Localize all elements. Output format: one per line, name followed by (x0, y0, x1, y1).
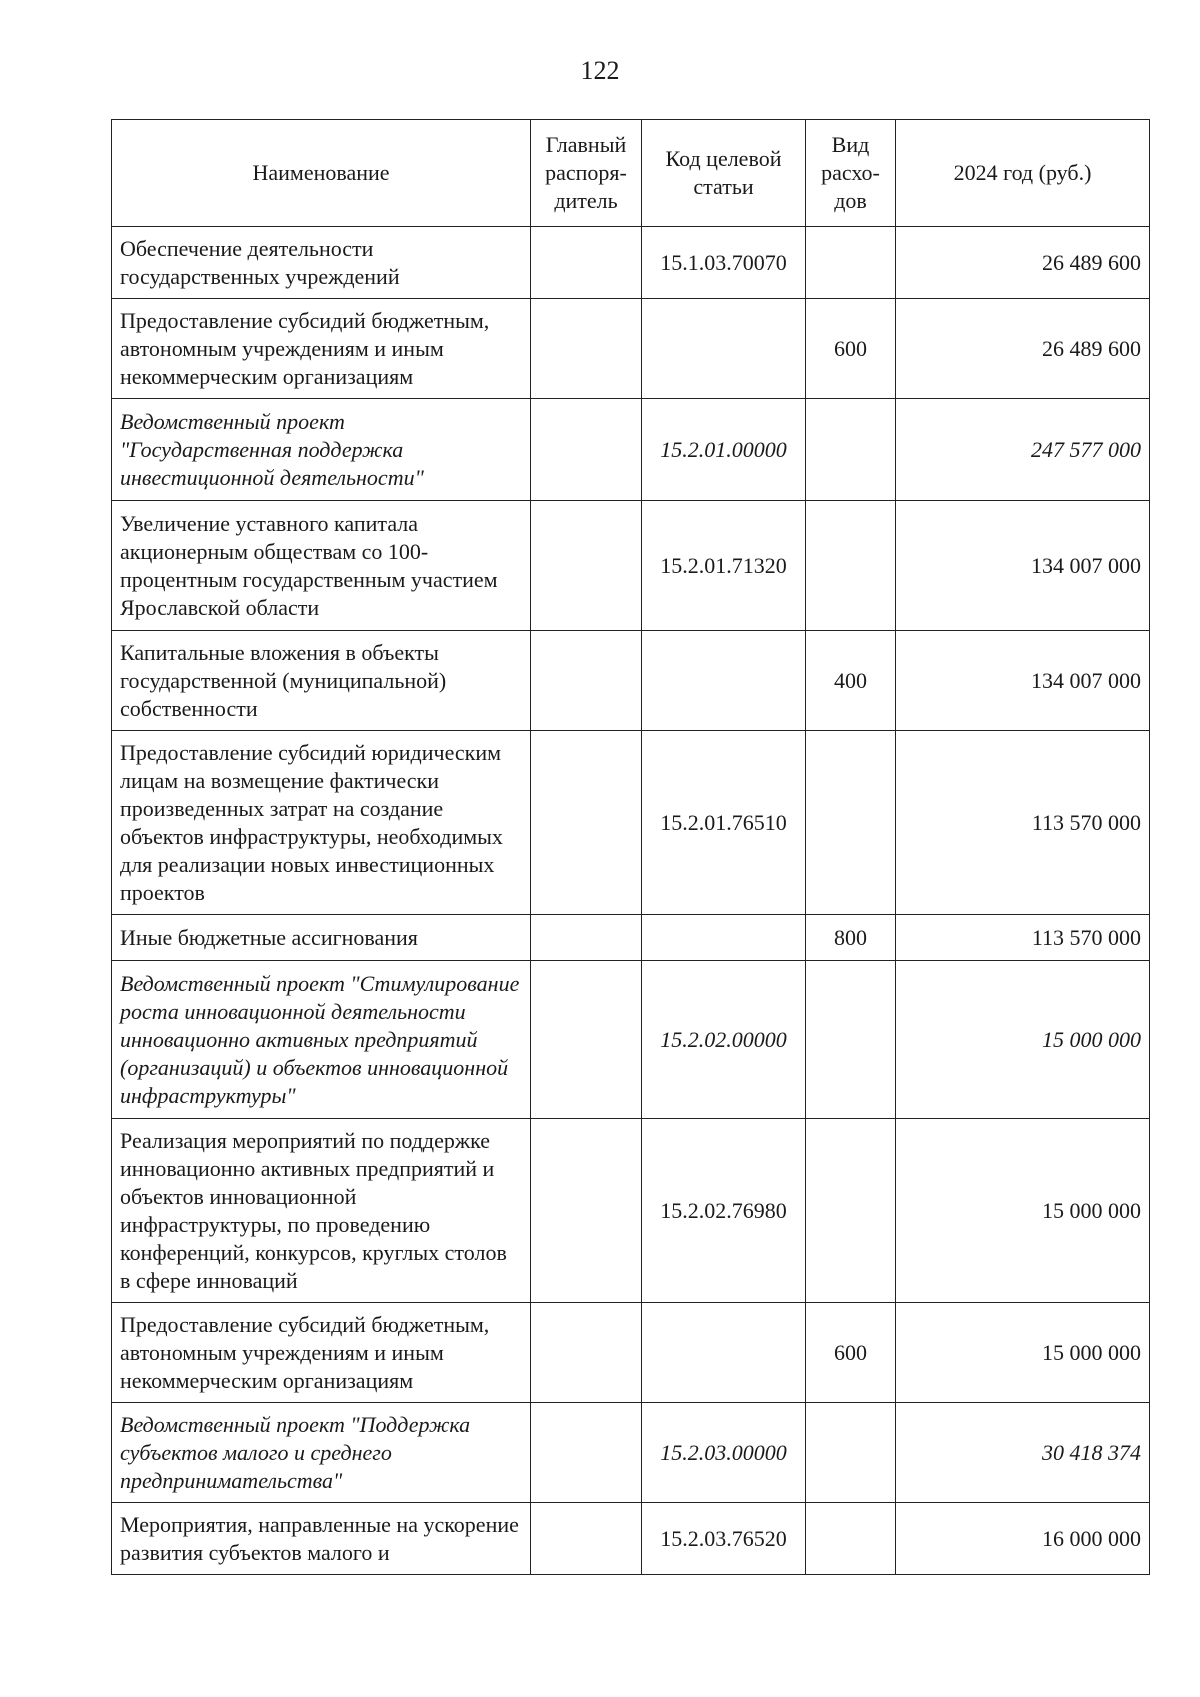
row-kind (806, 399, 896, 501)
row-admin (531, 1403, 642, 1503)
row-kind (806, 227, 896, 299)
row-kind (806, 1503, 896, 1575)
row-name: Предоставление субсидий бюджетным, автономным учреждениям и иным некоммерческим организациям (112, 299, 531, 399)
row-admin (531, 399, 642, 501)
table-row (112, 731, 1150, 915)
row-code (642, 631, 806, 731)
header-name: Наименование (112, 120, 531, 227)
row-amount: 15 000 000 (896, 1119, 1150, 1303)
row-code (642, 299, 806, 399)
row-code: 15.2.01.76510 (642, 731, 806, 915)
row-admin (531, 1119, 642, 1303)
row-name: Увеличение уставного капитала акционерным обществам со 100-процентным государственным участием Ярославской области (112, 501, 531, 631)
row-admin (531, 1503, 642, 1575)
row-amount: 113 570 000 (896, 731, 1150, 915)
row-name: Обеспечение деятельности государственных учреждений (112, 227, 531, 299)
row-name: Капитальные вложения в объекты государственной (муниципальной) собственности (112, 631, 531, 731)
table-row (112, 227, 1150, 299)
row-admin (531, 631, 642, 731)
row-amount: 134 007 000 (896, 631, 1150, 731)
table-header-row (112, 120, 1150, 227)
row-admin (531, 501, 642, 631)
row-admin (531, 731, 642, 915)
header-kind: Вид расхо-дов (806, 120, 896, 227)
row-kind: 800 (806, 915, 896, 961)
row-name: Предоставление субсидий юридическим лицам на возмещение фактически произведенных затрат на создание объектов инфраструктуры, необходимых для реализации новых инвестиционных проектов (112, 731, 531, 915)
table-row-project (112, 961, 1150, 1119)
row-amount: 113 570 000 (896, 915, 1150, 961)
row-name: Ведомственный проект "Поддержка субъектов малого и среднего предпринимательства" (112, 1403, 531, 1503)
row-amount: 26 489 600 (896, 227, 1150, 299)
row-kind (806, 961, 896, 1119)
row-name: Мероприятия, направленные на ускорение развития субъектов малого и (112, 1503, 531, 1575)
row-kind: 600 (806, 1303, 896, 1403)
row-admin (531, 299, 642, 399)
row-code (642, 1303, 806, 1403)
row-code: 15.1.03.70070 (642, 227, 806, 299)
row-name: Иные бюджетные ассигнования (112, 915, 531, 961)
row-admin (531, 1303, 642, 1403)
table-row-project (112, 1403, 1150, 1503)
row-amount: 247 577 000 (896, 399, 1150, 501)
table-row (112, 501, 1150, 631)
row-amount: 15 000 000 (896, 961, 1150, 1119)
row-name: Реализация мероприятий по поддержке инновационно активных предприятий и объектов инновационной инфраструктуры, по проведению конференций, конкурсов, круглых столов в сфере инноваций (112, 1119, 531, 1303)
row-amount: 15 000 000 (896, 1303, 1150, 1403)
header-code: Код целевой статьи (642, 120, 806, 227)
table-row (112, 1303, 1150, 1403)
row-name: Ведомственный проект "Стимулирование роста инновационной деятельности инновационно активных предприятий (организаций) и объектов инновационной инфраструктуры" (112, 961, 531, 1119)
table-row (112, 915, 1150, 961)
row-code: 15.2.02.76980 (642, 1119, 806, 1303)
row-amount: 26 489 600 (896, 299, 1150, 399)
row-amount: 134 007 000 (896, 501, 1150, 631)
table-row (112, 299, 1150, 399)
budget-table (111, 119, 1150, 1575)
row-code: 15.2.03.00000 (642, 1403, 806, 1503)
page-number: 122 (580, 56, 620, 85)
row-code: 15.2.02.00000 (642, 961, 806, 1119)
row-code: 15.2.01.71320 (642, 501, 806, 631)
row-code (642, 915, 806, 961)
row-kind (806, 731, 896, 915)
row-admin (531, 961, 642, 1119)
row-kind (806, 501, 896, 631)
row-admin (531, 227, 642, 299)
row-amount: 16 000 000 (896, 1503, 1150, 1575)
table-row-project (112, 399, 1150, 501)
row-kind (806, 1403, 896, 1503)
row-name: Предоставление субсидий бюджетным, автономным учреждениям и иным некоммерческим организациям (112, 1303, 531, 1403)
row-admin (531, 915, 642, 961)
row-name: Ведомственный проект "Государственная поддержка инвестиционной деятельности" (112, 399, 531, 501)
row-kind (806, 1119, 896, 1303)
row-code: 15.2.03.76520 (642, 1503, 806, 1575)
row-kind: 600 (806, 299, 896, 399)
row-amount: 30 418 374 (896, 1403, 1150, 1503)
header-admin: Главный распоря-дитель (531, 120, 642, 227)
table-row (112, 1503, 1150, 1575)
table-row (112, 1119, 1150, 1303)
row-kind: 400 (806, 631, 896, 731)
table-row (112, 631, 1150, 731)
header-amount: 2024 год (руб.) (896, 120, 1150, 227)
row-code: 15.2.01.00000 (642, 399, 806, 501)
